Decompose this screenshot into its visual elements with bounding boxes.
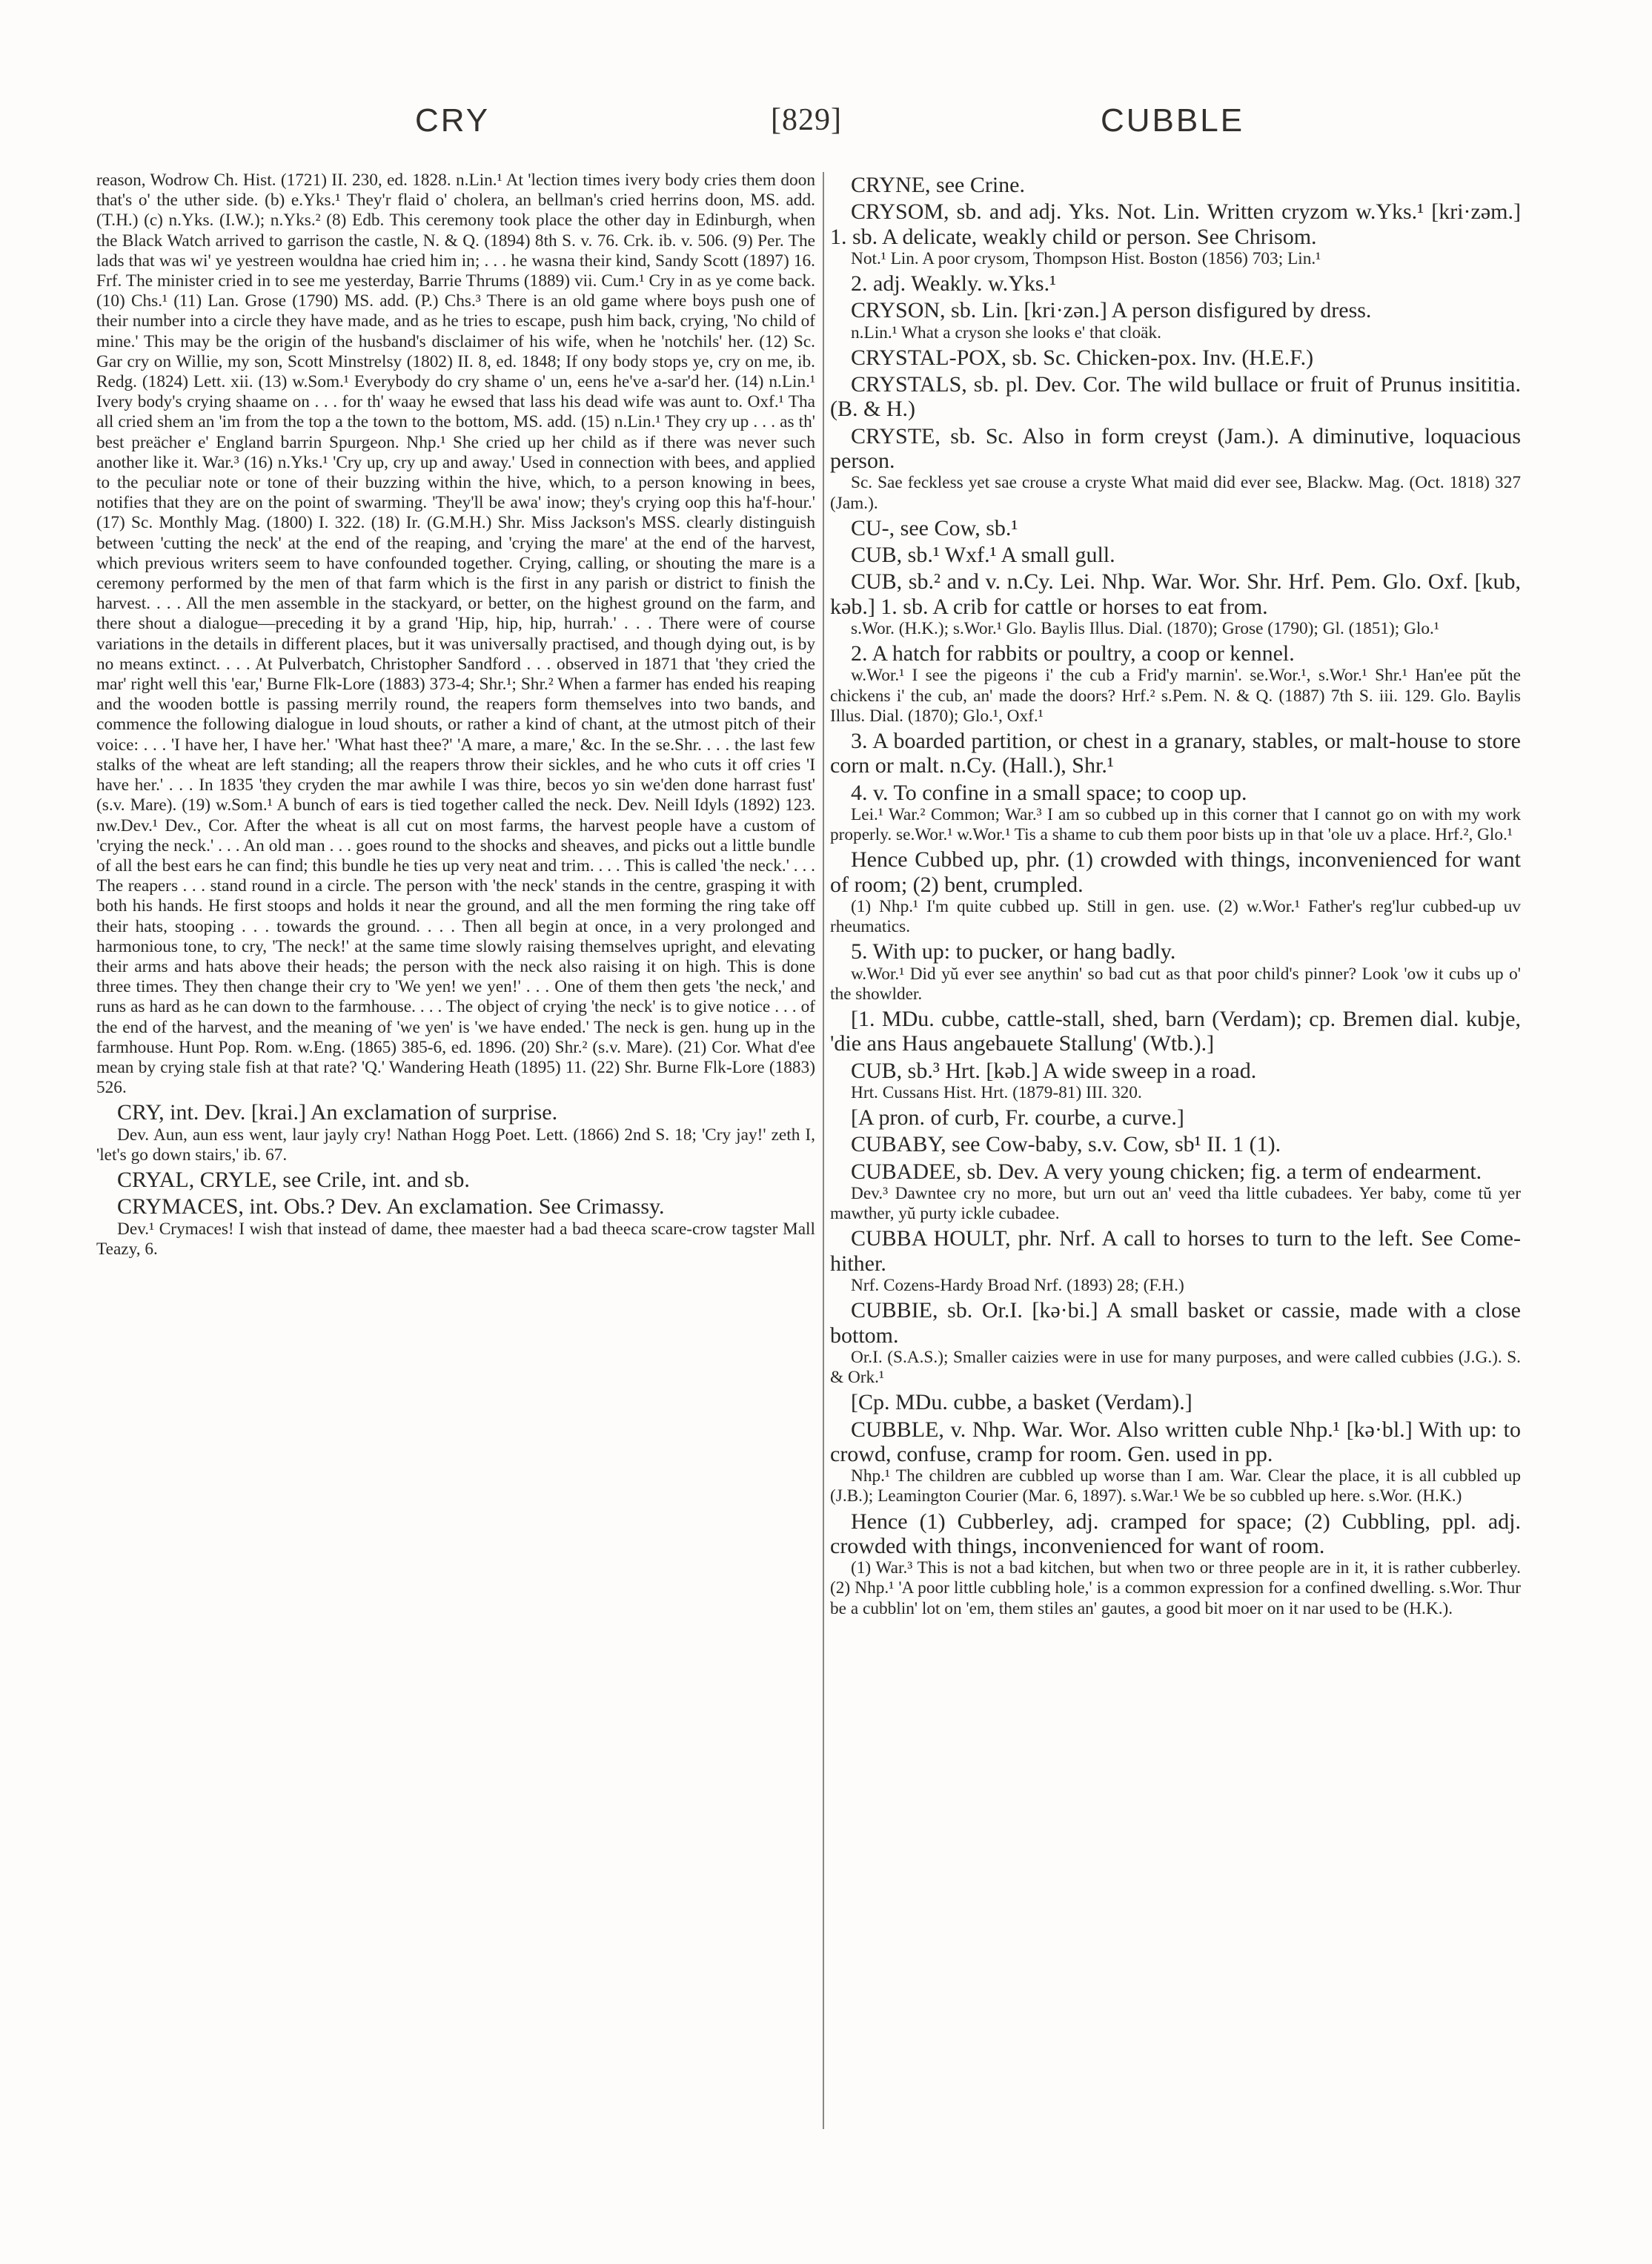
running-head-right: CUBBLE	[1101, 102, 1245, 139]
entry-text: CUBBLE, v. Nhp. War. Wor. Also written cuble Nhp.¹ [kə·bl.] With up: to crowd, confuse, cramp for room. Gen. used in pp.	[830, 1417, 1521, 1466]
running-head-left: CRY	[415, 102, 491, 139]
entry-text: Dev.¹ Crymaces! I wish that instead of dame, thee maester had a bad theeca scare-crow tagster Mall Teazy, 6.	[96, 1219, 815, 1259]
entry-text: CUB, sb.³ Hrt. [kəb.] A wide sweep in a road.	[851, 1058, 1257, 1083]
column-divider	[823, 172, 824, 2129]
entry-text: CRYSTAL-POX, sb. Sc. Chicken-pox. Inv. (H.E.F.)	[851, 345, 1314, 370]
entry-text: 2. A hatch for rabbits or poultry, a coop or kennel.	[851, 641, 1295, 666]
entry-text: n.Lin.¹ What a cryson she looks e' that cloäk.	[851, 322, 1161, 342]
entry-text: Dev. Aun, aun ess went, laur jayly cry! Nathan Hogg Poet. Lett. (1866) 2nd S. 18; 'Cry jay!' zeth I, 'let's go down stairs,' ib. 67.	[96, 1125, 815, 1165]
entry-text: CUB, sb.¹ Wxf.¹ A small gull.	[851, 543, 1115, 568]
entry-text: Hence Cubbed up, phr. (1) crowded with things, inconvenienced for want of room; (2) bent, crumpled.	[830, 847, 1521, 897]
entry-text: Nrf. Cozens-Hardy Broad Nrf. (1893) 28; (F.H.)	[851, 1276, 1184, 1296]
page-header	[0, 102, 1652, 154]
entry-text: CRY, int. Dev. [krai.] An exclamation of surprise.	[117, 1100, 558, 1125]
entry-text: CRYSTE, sb. Sc. Also in form creyst (Jam.). A diminutive, loquacious person.	[830, 423, 1521, 474]
entry-text: CUBADEE, sb. Dev. A very young chicken; fig. a term of endearment.	[851, 1159, 1482, 1184]
entry-text: 2. adj. Weakly. w.Yks.¹	[851, 271, 1057, 297]
entry-text: w.Wor.¹ I see the pigeons i' the cub a Frid'y marnin'. se.Wor.¹, s.Wor.¹ Shr.¹ Han'ee pŭt the chickens i' the cub, an' made the doors? Hrf.² s.Pem. N. & Q. (1887) 7th S. iii. 129. Glo. Baylis Illus. Dial. (1870); Glo.¹, Oxf.¹	[830, 666, 1521, 726]
entry-text: 5. With up: to pucker, or hang badly.	[851, 939, 1176, 964]
entry-text: Not.¹ Lin. A poor crysom, Thompson Hist. Boston (1856) 703; Lin.¹	[851, 248, 1321, 268]
entry-text: 3. A boarded partition, or chest in a granary, stables, or malt-house to store corn or malt. n.Cy. (Hall.), Shr.¹	[830, 729, 1521, 778]
entry-text: CRYMACES, int. Obs.? Dev. An exclamation. See Crimassy.	[117, 1194, 665, 1219]
right-column	[830, 171, 1521, 1619]
entry-text: CRYNE, see Crine.	[851, 173, 1025, 197]
page-number: [829]	[771, 103, 842, 137]
entry-text: CRYSOM, sb. and adj. Yks. Not. Lin. Written cryzom w.Yks.¹ [kri·zəm.] 1. sb. A delicate, weakly child or person. See Chrisom.	[830, 199, 1521, 249]
entry-text: Sc. Sae feckless yet sae crouse a cryste What maid did ever see, Blackw. Mag. (Oct. 1818) 327 (Jam.).	[830, 473, 1521, 513]
entry-text: Lei.¹ War.² Common; War.³ I am so cubbed up in this corner that I cannot go on with my work properly. se.Wor.¹ w.Wor.¹ Tis a shame to cub them poor bists up in that 'ole uv a place. Hrf.², Glo.¹	[830, 804, 1521, 845]
entry-text: reason, Wodrow Ch. Hist. (1721) II. 230, ed. 1828. n.Lin.¹ At 'lection times ivery body cries them doon that's o' the uther side. (b) e.Yks.¹ They'r flaid o' cholera, an bellman's cried herrins doon, MS. add. (T.H.) (c) n.Yks. (I.W.); n.Yks.² (8) Edb. This ceremony took place the other day in Edinburgh, when the Black Watch arrived to garrison the castle, N. & Q. (1894) 8th S. v. 76. Crk. ib. v. 506. (9) Per. The lads that was wi' ye yestreen wouldna hae cried him in; . . . he wasna their kind, Sandy Scott (1897) 16. Frf. The minister cried in to see me yesterday, Barrie Thrums (1889) vii. Cum.¹ Cry in as ye come back. (10) Chs.¹ (11) Lan. Grose (1790) MS. add. (P.) Chs.³ There is an old game where boys push one of their number into a circle they have made, and as he tries to escape, push him back, crying, 'No child of mine.' This may be the origin of the husband's disclaimer of his wife, when he 'notchils' her. (12) Sc. Gar cry on Willie, my son, Scott Minstrelsy (1802) II. 8, ed. 1848; If ony body stops ye, cry on me, ib. Redg. (1824) Lett. xii. (13) w.Som.¹ Everybody do cry shame o' un, eens he've a-sar'd her. (14) n.Lin.¹ Ivery body's crying shaame on . . . for th' waay he ewsed that lass his dead wife was aunt to. Oxf.¹ Tha all cried shem an 'im from the top a the town to the bottom, MS. add. (15) n.Lin.¹ They cry up . . . as th' best preächer e' England barrin Spurgeon. Nhp.¹ She cried up her child as if there was never such another like it. War.³ (16) n.Yks.¹ 'Cry up, cry up and away.' Used in connection with bees, and applied to the peculiar note or tone of their buzzing within the hive, which, to a person knowing in bees, notifies that they are on the point of swarming. 'They'll be awa' inow; they's crying oop this ha'f-hour.' (17) Sc. Monthly Mag. (1800) I. 322. (18) Ir. (G.M.H.) Shr. Miss Jackson's MSS. clearly distinguish between 'cutting the neck' at the end of the reaping, and 'crying the mare' at the end of the harvest, which previous writers seem to have confounded together. Crying, calling, or shouting the mare is a ceremony performed by the men of that farm which is the first in any parish or district to finish the harvest. . . . All the men assemble in the stackyard, or better, on the highest ground on the farm, and there shout a dialogue—preceding it by a grand 'Hip, hip, hip, hurrah.' . . . There were of course variations in the details in different places, but it was universally practised, and though dying out, is by no means extinct. . . . At Pulverbatch, Christopher Sandford . . . observed in 1871 that 'they cried the mar' right well this 'ear,' Burne Flk-Lore (1883) 373-4; Shr.¹; Shr.² When a farmer has ended his reaping and the wooden bottle is passing merrily round, the reapers form themselves into two bands, and commence the following dialogue in loud shouts, or rather a kind of chant, at the utmost pitch of their voice: . . . 'I have her, I have her.' 'What hast thee?' 'A mare, a mare,' &c. In the se.Shr. . . . the last few stalks of the wheat are left standing; all the reapers throw their sickles, and he who cuts it off cries 'I have her.' . . . In 1835 'they cryden the mar awhile I was thire, becos yo sin we'den done harrast fust' (s.v. Mare). (19) w.Som.¹ A bunch of ears is tied together called the neck. Dev. Neill Idyls (1892) 123. nw.Dev.¹ Dev., Cor. After the wheat is all cut on most farms, the harvest people have a custom of 'crying the neck.' . . . An old man . . . goes round to the shocks and sheaves, and picks out a little bundle of all the best ears he can find; this bundle he ties up very neat and trim. . . . This is called 'the neck.' . . . The reapers . . . stand round in a circle. The person with 'the neck' stands in the centre, grasping it with both his hands. He first stoops and holds it near the ground, and all the men forming the ring take off their hats, stooping . . . towards the ground. . . . Then all begin at once, in a very prolonged and harmonious tone, to cry, 'The neck!' at the same time slowly raising themselves upright, and elevating their arms and hats above their heads; the person with the neck also raising it on high. This is done three times. They then change their cry to 'We yen! we yen!' . . . One of them then gets 'the neck,' and runs as hard as he can down to the farmhouse. . . . The object of crying 'the neck' is to give notice . . . of the end of the harvest, and the meaning of 'we yen' is 'we have ended.' The neck is gen. hung up in the farmhouse. Hunt Pop. Rom. w.Eng. (1865) 385-6, ed. 1896. (20) Shr.² (s.v. Mare). (21) Cor. What d'ee mean by crying stale fish at that rate? 'Q.' Wandering Heath (1895) 11. (22) Shr. Burne Flk-Lore (1883) 526.	[96, 171, 815, 1098]
entry-text: Hrt. Cussans Hist. Hrt. (1879-81) III. 320.	[851, 1082, 1142, 1102]
entry-text: [1. MDu. cubbe, cattle-stall, shed, barn (Verdam); cp. Bremen dial. kubje, 'die ans Haus angebauete Stallung' (Wtb.).]	[830, 1007, 1521, 1056]
entry-text: 4. v. To confine in a small space; to coop up.	[851, 780, 1247, 805]
entry-text: (1) War.³ This is not a bad kitchen, but when two or three people are in it, it is rather cubberley. (2) Nhp.¹ 'A poor little cubbling hole,' is a common expression for a confined dwelling. s.Wor. Thur be a cubblin' lot on 'em, them stiles an' gautes, a good bit moer on it nar used to be (H.K.).	[830, 1558, 1521, 1618]
entry-text: CUB, sb.² and v. n.Cy. Lei. Nhp. War. Wor. Shr. Hrf. Pem. Glo. Oxf. [kub, kəb.] 1. sb. A crib for cattle or horses to eat from.	[830, 569, 1521, 619]
entry-text: CRYSON, sb. Lin. [kri·zən.] A person disfigured by dress.	[851, 298, 1372, 323]
entry-text: Hence (1) Cubberley, adj. cramped for space; (2) Cubbling, ppl. adj. crowded with things, inconvenienced for want of room.	[830, 1509, 1521, 1558]
entry-text: Dev.³ Dawntee cry no more, but urn out an' veed tha little cubadees. Yer baby, come tŭ yer mawther, yŭ purty ickle cubadee.	[830, 1184, 1521, 1224]
entry-text: CUBBIE, sb. Or.I. [kə·bi.] A small basket or cassie, made with a close bottom.	[830, 1298, 1521, 1348]
entry-text: CUBABY, see Cow-baby, s.v. Cow, sb¹ II. 1 (1).	[851, 1132, 1281, 1157]
entry-text: [A pron. of curb, Fr. courbe, a curve.]	[851, 1105, 1184, 1131]
entry-text: Nhp.¹ The children are cubbled up worse than I am. War. Clear the place, it is all cubbled up (J.B.); Leamington Courier (Mar. 6, 1897). s.War.¹ We be so cubbled up here. s.Wor. (H.K.)	[830, 1466, 1521, 1506]
entry-text: [Cp. MDu. cubbe, a basket (Verdam).]	[851, 1390, 1192, 1415]
entry-text: Or.I. (S.A.S.); Smaller caizies were in use for many purposes, and were called cubbies (J.G.). S. & Ork.¹	[830, 1347, 1521, 1388]
entry-text: (1) Nhp.¹ I'm quite cubbed up. Still in gen. use. (2) w.Wor.¹ Father's reg'lur cubbed-up uv rheumatics.	[830, 896, 1521, 937]
entry-text: CRYAL, CRYLE, see Crile, int. and sb.	[117, 1168, 470, 1193]
entry-text: w.Wor.¹ Did yŭ ever see anythin' so bad cut as that poor child's pinner? Look 'ow it cubs up o' the showlder.	[830, 964, 1521, 1004]
left-column	[96, 171, 815, 1260]
entry-text: CRYSTALS, sb. pl. Dev. Cor. The wild bullace or fruit of Prunus insititia. (B. & H.)	[830, 372, 1521, 422]
entry-text: CU-, see Cow, sb.¹	[851, 515, 1018, 540]
entry-text: CUBBA HOULT, phr. Nrf. A call to horses to turn to the left. See Come-hither.	[830, 1226, 1521, 1276]
entry-text: s.Wor. (H.K.); s.Wor.¹ Glo. Baylis Illus. Dial. (1870); Grose (1790); Gl. (1851); Glo.¹	[851, 618, 1439, 638]
